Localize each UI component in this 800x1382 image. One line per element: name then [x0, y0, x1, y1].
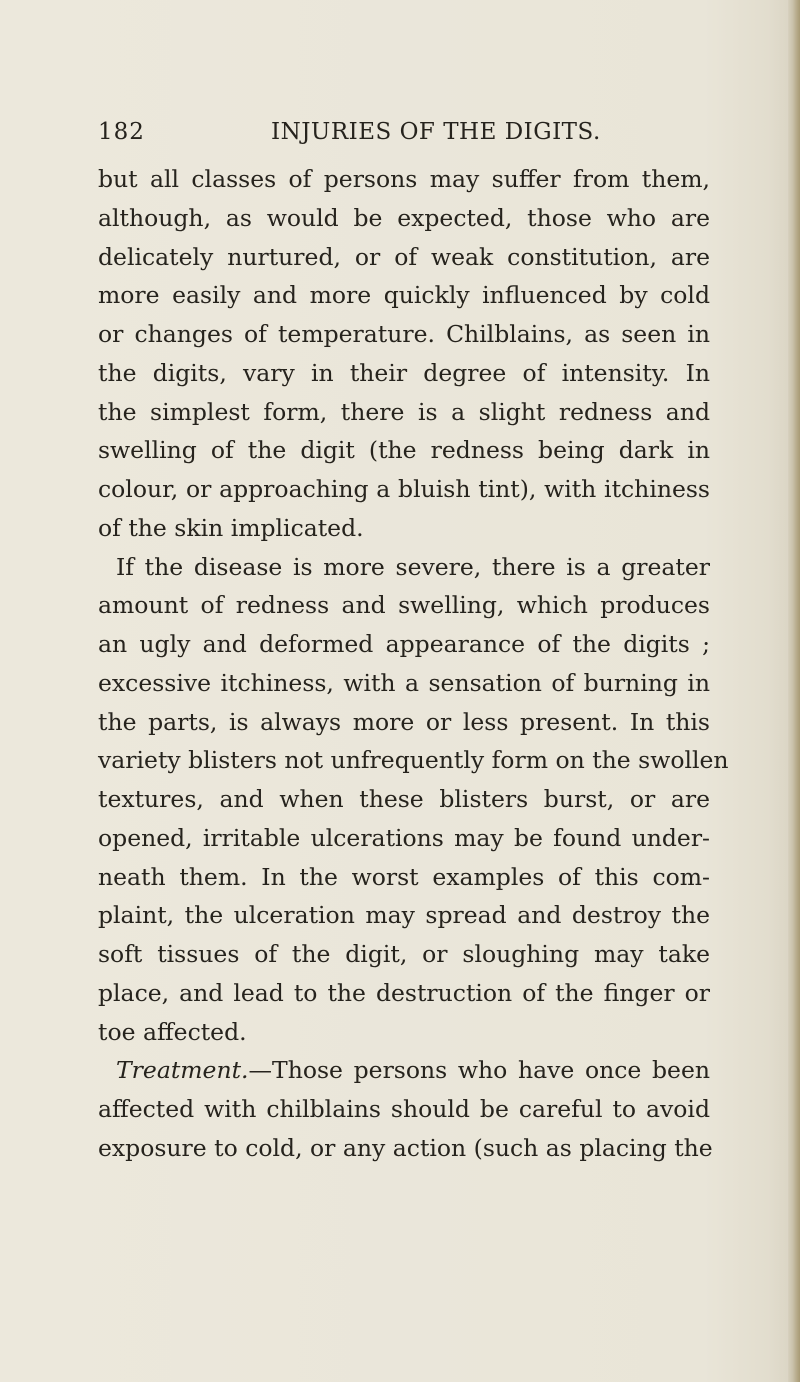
- text-line: amount of redness and swelling, which produces: [98, 591, 710, 620]
- text-line: of the skin implicated.: [98, 513, 364, 542]
- text-line: exposure to cold, or any action (such as placing the: [98, 1133, 713, 1162]
- text-line: plaint, the ulceration may spread and destroy the: [98, 901, 710, 930]
- text-line: the simplest form, there is a slight redness and: [98, 397, 710, 426]
- text-line: the digits, vary in their degree of intensity. In: [98, 358, 710, 387]
- running-header-title: INJURIES OF THE DIGITS.: [271, 119, 601, 145]
- body-text: [98, 160, 729, 1168]
- text-line: opened, irritable ulcerations may be found under-: [98, 823, 710, 852]
- text-line: place, and lead to the destruction of the finger or: [98, 978, 710, 1007]
- text-line: more easily and more quickly influenced by cold: [98, 281, 710, 310]
- text-line: or changes of temperature. Chilblains, as seen in: [98, 320, 710, 348]
- text-line: although, as would be expected, those who are: [98, 203, 710, 232]
- treatment-text: —Those persons who have once been: [248, 1056, 710, 1085]
- text-line: but all classes of persons may suffer from them,: [98, 165, 710, 193]
- text-line: excessive itchiness, with a sensation of burning in: [98, 668, 710, 697]
- text-line: affected with chilblains should be careful to avoid: [98, 1095, 710, 1123]
- page-edge-shadow: [788, 0, 800, 1382]
- text-line: neath them. In the worst examples of this com-: [98, 862, 710, 891]
- text-line: toe affected.: [98, 1017, 247, 1046]
- text-line: colour, or approaching a bluish tint), with itchiness: [98, 475, 710, 503]
- text-line: swelling of the digit (the redness being dark in: [98, 436, 710, 465]
- treatment-first-line: [98, 1051, 710, 1090]
- text-line: soft tissues of the digit, or sloughing may take: [98, 940, 710, 968]
- text-line: an ugly and deformed appearance of the digits ;: [98, 630, 710, 658]
- treatment-heading: Treatment.: [116, 1056, 249, 1085]
- text-line: variety blisters not unfrequently form on the swollen: [98, 746, 729, 775]
- page-number: 182: [98, 119, 145, 145]
- text-line: textures, and when these blisters burst, or are: [98, 785, 710, 813]
- text-line: the parts, is always more or less present. In this: [98, 707, 710, 736]
- running-header: [98, 116, 678, 148]
- text-line: If the disease is more severe, there is a greater: [116, 552, 710, 581]
- text-line: delicately nurtured, or of weak constitution, are: [98, 242, 710, 271]
